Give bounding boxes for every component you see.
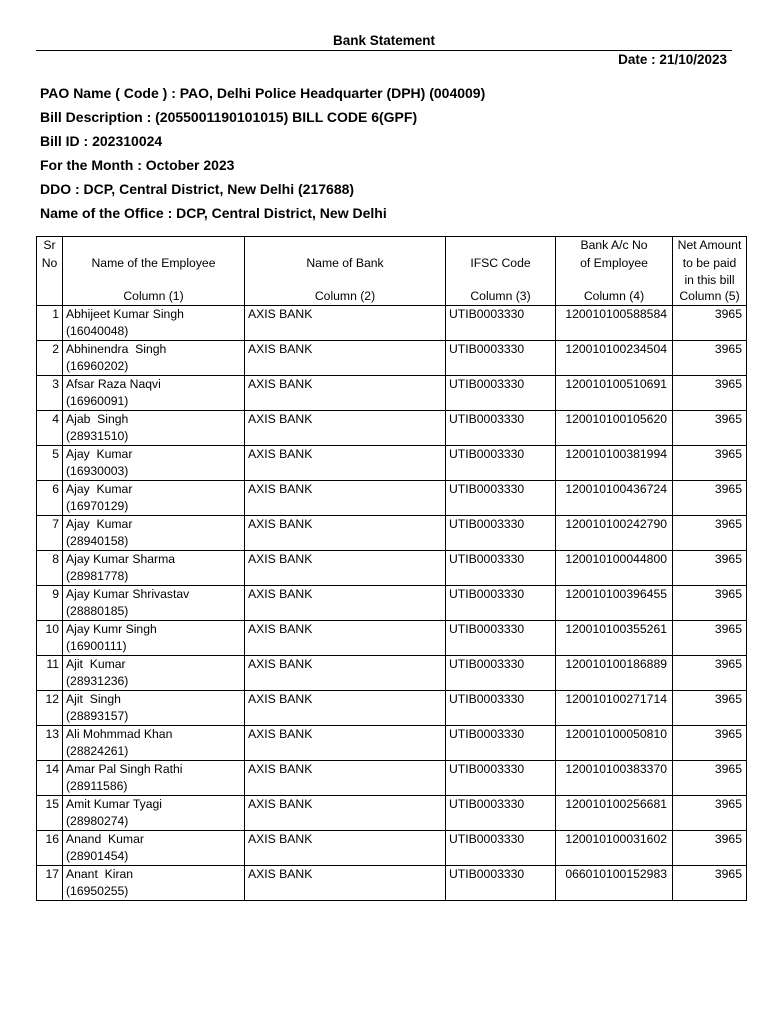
office-name: Name of the Office : DCP, Central District, New Delhi [40,205,387,221]
employee-name: Ajay Kumar [66,517,133,531]
employee-name-cell [63,586,245,621]
sr-no-cell: 10 [37,621,63,656]
sr-no-cell: 13 [37,726,63,761]
table-row [37,446,747,481]
employee-code: (28824261) [66,744,129,758]
bank-name-cell: AXIS BANK [245,446,446,481]
employee-name: Amar Pal Singh Rathi [66,762,183,776]
table-row [37,726,747,761]
table-row [37,551,747,586]
sr-no-cell: 16 [37,831,63,866]
bank-name-cell: AXIS BANK [245,516,446,551]
header-column-number: Column (5) [679,289,740,303]
ifsc-code-cell: UTIB0003330 [446,656,556,691]
ifsc-code-cell: UTIB0003330 [446,621,556,656]
table-row [37,516,747,551]
ifsc-code-cell: UTIB0003330 [446,481,556,516]
header-column-number: Column (2) [314,289,376,303]
sr-no-cell: 7 [37,516,63,551]
employee-name: Ajay Kumar [66,447,133,461]
net-amount-cell: 3965 [673,831,747,866]
account-number-cell: 120010100381994 [556,446,673,481]
employee-name-cell [63,761,245,796]
employee-name-cell [63,481,245,516]
employee-name: Ajay Kumr Singh [66,622,157,636]
employee-name: Ajay Kumar Sharma [66,552,176,566]
sr-no-cell: 6 [37,481,63,516]
header-label: Name of the Employee [91,255,216,270]
sr-no-cell: 3 [37,376,63,411]
sr-no-cell: 11 [37,656,63,691]
employee-name: Ajit Kumar [66,657,126,671]
employee-name-cell [63,411,245,446]
table-row [37,481,747,516]
bank-name-cell: AXIS BANK [245,481,446,516]
employee-code: (16900111) [66,639,127,653]
sr-no-cell: 12 [37,691,63,726]
sr-no-cell: 17 [37,866,63,901]
account-number-cell: 120010100355261 [556,621,673,656]
bank-statement-table [36,236,747,901]
statement-date: Date : 21/10/2023 [618,52,727,67]
employee-code: (28931510) [66,429,129,443]
net-amount-cell: 3965 [673,341,747,376]
ifsc-code-cell: UTIB0003330 [446,516,556,551]
net-amount-cell: 3965 [673,796,747,831]
header-label: Net Amount to be paid in this bill [677,238,742,287]
net-amount-cell: 3965 [673,516,747,551]
bank-name-cell: AXIS BANK [245,656,446,691]
employee-code: (28931236) [66,674,129,688]
ifsc-code-cell: UTIB0003330 [446,691,556,726]
employee-name-cell [63,691,245,726]
account-number-cell: 066010100152983 [556,866,673,901]
ifsc-code-cell: UTIB0003330 [446,446,556,481]
net-amount-cell: 3965 [673,621,747,656]
header-label: Bank A/c No of Employee [580,238,648,270]
bank-name-cell: AXIS BANK [245,586,446,621]
bank-name-cell: AXIS BANK [245,376,446,411]
sr-no-cell: 14 [37,761,63,796]
account-number-cell: 120010100242790 [556,516,673,551]
account-number-cell: 120010100031602 [556,831,673,866]
employee-name: Anand Kumar [66,832,144,846]
employee-code: (16960202) [66,359,129,373]
header-column-number: Column (3) [470,289,531,303]
sr-no-cell: 1 [37,306,63,341]
header-account-no [556,237,673,306]
account-number-cell: 120010100271714 [556,691,673,726]
employee-code: (28893157) [66,709,129,723]
employee-code: (28880185) [66,604,129,618]
table-row [37,796,747,831]
bill-id: Bill ID : 202310024 [40,133,163,149]
employee-name-cell [63,796,245,831]
table-row [37,341,747,376]
table-header-row [37,237,747,306]
account-number-cell: 120010100510691 [556,376,673,411]
table-row [37,586,747,621]
table-row [37,621,747,656]
employee-name: Abhijeet Kumar Singh [66,307,184,321]
bill-description: Bill Description : (2055001190101015) BILL CODE 6(GPF) [40,109,418,125]
employee-name: Ali Mohmmad Khan [66,727,173,741]
bank-name-cell: AXIS BANK [245,866,446,901]
account-number-cell: 120010100256681 [556,796,673,831]
employee-name-cell [63,341,245,376]
bank-name-cell: AXIS BANK [245,306,446,341]
title-divider [36,50,732,51]
bank-name-cell: AXIS BANK [245,691,446,726]
sr-no-cell: 9 [37,586,63,621]
table-row [37,411,747,446]
net-amount-cell: 3965 [673,306,747,341]
employee-code: (28901454) [66,849,129,863]
header-column-number: Column (1) [123,289,184,303]
for-the-month: For the Month : October 2023 [40,157,235,173]
ddo: DDO : DCP, Central District, New Delhi (217688) [40,181,355,197]
employee-code: (16930003) [66,464,129,478]
ifsc-code-cell: UTIB0003330 [446,411,556,446]
sr-no-cell: 2 [37,341,63,376]
table-row [37,761,747,796]
net-amount-cell: 3965 [673,376,747,411]
employee-name-cell [63,726,245,761]
header-column-number: Column (4) [583,289,645,303]
net-amount-cell: 3965 [673,866,747,901]
employee-name: Ajab Singh [66,412,129,426]
employee-code: (28940158) [66,534,129,548]
employee-code: (16960091) [66,394,129,408]
header-employee-name [63,237,245,306]
sr-no-cell: 15 [37,796,63,831]
employee-code: (28981778) [66,569,129,583]
employee-code: (28980274) [66,814,129,828]
employee-code: (16040048) [66,324,129,338]
employee-name: Ajit Singh [66,692,121,706]
ifsc-code-cell: UTIB0003330 [446,726,556,761]
bank-name-cell: AXIS BANK [245,796,446,831]
employee-name: Ajay Kumar [66,482,133,496]
net-amount-cell: 3965 [673,586,747,621]
account-number-cell: 120010100436724 [556,481,673,516]
net-amount-cell: 3965 [673,446,747,481]
table-row [37,656,747,691]
bank-name-cell: AXIS BANK [245,761,446,796]
employee-name-cell [63,446,245,481]
ifsc-code-cell: UTIB0003330 [446,341,556,376]
table-body [37,306,747,901]
net-amount-cell: 3965 [673,481,747,516]
account-number-cell: 120010100044800 [556,551,673,586]
header-label: Sr No [41,238,58,270]
employee-name-cell [63,656,245,691]
ifsc-code-cell: UTIB0003330 [446,761,556,796]
sr-no-cell: 8 [37,551,63,586]
employee-code: (16970129) [66,499,129,513]
ifsc-code-cell: UTIB0003330 [446,376,556,411]
table-row [37,831,747,866]
account-number-cell: 120010100105620 [556,411,673,446]
employee-name-cell [63,376,245,411]
bank-name-cell: AXIS BANK [245,831,446,866]
table-row [37,306,747,341]
table-row [37,866,747,901]
header-sr-no [37,237,63,306]
pao-name: PAO Name ( Code ) : PAO, Delhi Police Headquarter (DPH) (004009) [40,85,486,101]
sr-no-cell: 5 [37,446,63,481]
net-amount-cell: 3965 [673,691,747,726]
ifsc-code-cell: UTIB0003330 [446,306,556,341]
employee-name: Abhinendra Singh [66,342,167,356]
bank-name-cell: AXIS BANK [245,726,446,761]
employee-name-cell [63,306,245,341]
bank-name-cell: AXIS BANK [245,551,446,586]
header-net-amount [673,237,747,306]
ifsc-code-cell: UTIB0003330 [446,796,556,831]
account-number-cell: 120010100234504 [556,341,673,376]
ifsc-code-cell: UTIB0003330 [446,866,556,901]
bank-name-cell: AXIS BANK [245,411,446,446]
sr-no-cell: 4 [37,411,63,446]
net-amount-cell: 3965 [673,656,747,691]
ifsc-code-cell: UTIB0003330 [446,831,556,866]
table-row [37,691,747,726]
table-row [37,376,747,411]
employee-name-cell [63,621,245,656]
employee-name: Ajay Kumar Shrivastav [66,587,190,601]
document-title: Bank Statement [332,33,436,48]
ifsc-code-cell: UTIB0003330 [446,551,556,586]
employee-name-cell [63,551,245,586]
account-number-cell: 120010100588584 [556,306,673,341]
employee-code: (28911586) [66,779,128,793]
header-label: Name of Bank [306,255,384,270]
account-number-cell: 120010100383370 [556,761,673,796]
employee-name-cell [63,866,245,901]
header-ifsc-code [446,237,556,306]
account-number-cell: 120010100186889 [556,656,673,691]
employee-code: (16950255) [66,884,129,898]
header-bank-name [245,237,446,306]
bank-name-cell: AXIS BANK [245,341,446,376]
header-label: IFSC Code [470,255,531,270]
net-amount-cell: 3965 [673,726,747,761]
account-number-cell: 120010100396455 [556,586,673,621]
employee-name: Afsar Raza Naqvi [66,377,161,391]
net-amount-cell: 3965 [673,761,747,796]
employee-name-cell [63,516,245,551]
employee-name: Anant Kiran [66,867,134,881]
employee-name-cell [63,831,245,866]
account-number-cell: 120010100050810 [556,726,673,761]
net-amount-cell: 3965 [673,551,747,586]
employee-name: Amit Kumar Tyagi [66,797,162,811]
bank-name-cell: AXIS BANK [245,621,446,656]
ifsc-code-cell: UTIB0003330 [446,586,556,621]
net-amount-cell: 3965 [673,411,747,446]
